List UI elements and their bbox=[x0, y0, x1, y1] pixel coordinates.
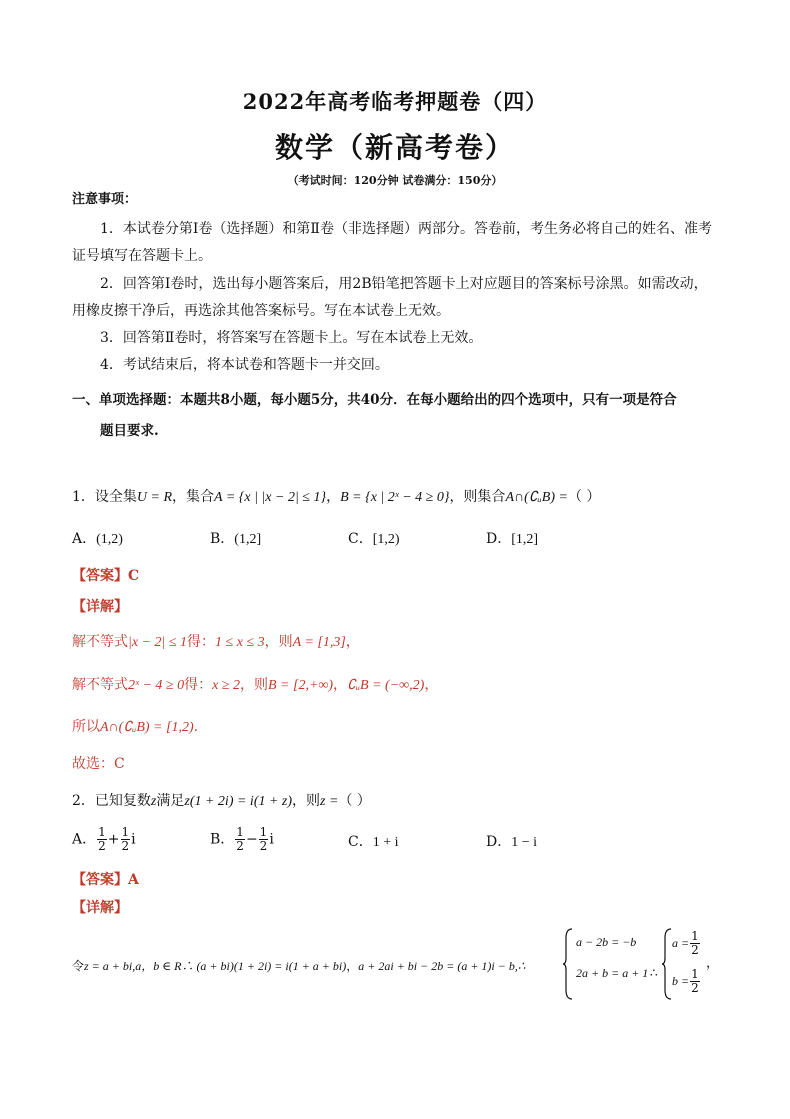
notice-heading: 注意事项： bbox=[72, 192, 138, 207]
notice-item-4: 4．考试结束后，将本试卷和答题卡一并交回。 bbox=[100, 357, 389, 373]
numerator: 1 bbox=[691, 967, 699, 981]
answer-blank: （ ） bbox=[567, 489, 601, 505]
option-c bbox=[348, 832, 399, 853]
subject-title: 数学（新高考卷） bbox=[274, 131, 515, 164]
equation-1: a − 2b = −b bbox=[576, 935, 637, 949]
option-label: B． bbox=[210, 831, 235, 848]
solution-line-3 bbox=[72, 717, 198, 738]
denominator: 2 bbox=[236, 839, 244, 853]
denominator: 2 bbox=[121, 839, 130, 853]
question-text: 设全集 bbox=[94, 489, 137, 505]
numerator: 1 bbox=[259, 825, 268, 839]
math-expression: 1 ≤ x ≤ 3 bbox=[215, 635, 265, 650]
solution-text: ， bbox=[345, 634, 360, 650]
answer-label: 【答案】A bbox=[72, 872, 139, 888]
math-expression: x ≥ 2 bbox=[212, 678, 240, 693]
option-value: (1,2] bbox=[234, 532, 262, 547]
option-b bbox=[210, 826, 274, 853]
detail-label: 【详解】 bbox=[72, 900, 128, 916]
question-1 bbox=[72, 487, 600, 508]
numerator: 1 bbox=[121, 825, 130, 839]
trailing-comma: ， bbox=[706, 956, 720, 971]
option-label: A． bbox=[72, 531, 97, 547]
fraction bbox=[690, 930, 700, 957]
option-label: D． bbox=[486, 834, 512, 850]
solution-text: 得： bbox=[187, 634, 216, 650]
solution-text: 所以 bbox=[72, 719, 100, 735]
answer-label: 【答案】C bbox=[72, 568, 140, 584]
left-brace bbox=[563, 928, 573, 1000]
operator: − bbox=[245, 831, 258, 848]
math-expression: z = a + bi,a，b ∈ R bbox=[84, 959, 182, 973]
math-expression: A = {x | |x − 2| ≤ 1} bbox=[214, 490, 327, 505]
solution-text: ， bbox=[346, 959, 359, 973]
solution-line-1 bbox=[72, 632, 360, 653]
section-heading-line-2: 题目要求. bbox=[100, 423, 159, 439]
fraction bbox=[235, 826, 245, 853]
math-expression: z = bbox=[320, 794, 339, 809]
option-d bbox=[486, 832, 537, 853]
solution-choice: 故选：C bbox=[72, 756, 125, 772]
notice-item-2-line-2: 用橡皮擦干净后，再选涂其他答案标号。写在本试卷上无效。 bbox=[72, 303, 450, 319]
math-expression: A∩(∁ᵤB) = [1,2) bbox=[100, 720, 194, 735]
solution-text: 解不等式 bbox=[72, 634, 128, 650]
math-expression: ∴ (a + bi)(1 + 2i) = i(1 + a + bi) bbox=[181, 959, 347, 973]
imaginary-unit: i bbox=[131, 831, 136, 848]
option-value: (1,2) bbox=[96, 532, 123, 547]
math-expression: z(1 + 2i) = i(1 + z) bbox=[184, 794, 293, 809]
solution-text: ，则 bbox=[240, 677, 268, 693]
math-expression: U = R bbox=[136, 490, 173, 505]
math-expression: A = [1,3] bbox=[292, 635, 346, 650]
solution-text: ，则 bbox=[264, 634, 293, 650]
solution-text: ， bbox=[333, 677, 348, 693]
math-expression: A∩(∁ᵤB) = bbox=[505, 490, 568, 505]
option-value: 1 − i bbox=[511, 835, 538, 850]
exam-title: 2022年高考临考押题卷（四） bbox=[242, 89, 548, 114]
notice-item-1-line-1: 1．本试卷分第Ⅰ卷（选择题）和第Ⅱ卷（非选择题）两部分。答卷前，考生务必将自己的姓名、准考 bbox=[100, 221, 712, 237]
denominator: 2 bbox=[691, 943, 699, 957]
detail-label: 【详解】 bbox=[72, 599, 128, 615]
math-expression: a = bbox=[672, 936, 690, 950]
question-text: 已知复数 bbox=[94, 793, 151, 809]
solution-text: 得： bbox=[184, 677, 213, 693]
notice-item-1-line-2: 证号填写在答题卡上。 bbox=[72, 248, 212, 264]
option-label: A． bbox=[72, 831, 97, 848]
left-brace bbox=[662, 928, 672, 1000]
option-d bbox=[486, 529, 538, 550]
option-a bbox=[72, 529, 123, 550]
therefore-symbol: ∴ bbox=[650, 966, 658, 980]
answer-blank: （ ） bbox=[338, 793, 371, 809]
option-label: D． bbox=[486, 531, 512, 547]
notice-item-2-line-1: 2．回答第Ⅰ卷时，选出每小题答案后，用2B铅笔把答题卡上对应题目的答案标号涂黑。如需改动， bbox=[100, 276, 708, 292]
math-expression: a + 2ai + bi − 2b = (a + 1)i − b,∴ bbox=[358, 959, 526, 973]
math-expression: b = bbox=[672, 974, 690, 988]
question-number: 2． bbox=[72, 793, 95, 809]
option-c bbox=[348, 529, 400, 550]
imaginary-unit: i bbox=[269, 831, 274, 848]
solution-text: ， bbox=[424, 677, 439, 693]
question-text: ，则 bbox=[292, 793, 321, 809]
solution-text: 令 bbox=[72, 959, 85, 973]
question-text: ， bbox=[326, 489, 341, 505]
option-value: [1,2) bbox=[372, 532, 400, 547]
solution-b bbox=[672, 968, 701, 995]
option-label: C． bbox=[348, 834, 373, 850]
denominator: 2 bbox=[98, 839, 106, 853]
solution-text: 解不等式 bbox=[72, 677, 128, 693]
math-expression: B = [2,+∞) bbox=[268, 678, 334, 693]
operator: + bbox=[107, 831, 120, 848]
question-text: 满足 bbox=[156, 793, 185, 809]
exam-info: （考试时间：120分钟 试卷满分：150分） bbox=[287, 174, 503, 187]
fraction bbox=[97, 826, 107, 853]
math-expression: ∁ᵤB = (−∞,2) bbox=[347, 678, 425, 693]
notice-item-3: 3．回答第Ⅱ卷时，将答案写在答题卡上。写在本试卷上无效。 bbox=[100, 330, 483, 346]
section-heading-line-1: 一、单项选择题：本题共8小题，每小题5分，共40分．在每小题给出的四个选项中，只有一项是符合 bbox=[72, 392, 677, 408]
equation-2: 2a + b = a + 1 bbox=[576, 966, 649, 980]
solution-line bbox=[72, 956, 525, 976]
solution-a bbox=[672, 930, 701, 957]
option-value: [1,2] bbox=[511, 532, 539, 547]
question-number: 1． bbox=[72, 489, 95, 505]
numerator: 1 bbox=[691, 929, 699, 943]
math-expression: 2ˣ − 4 ≥ 0 bbox=[128, 678, 185, 693]
question-text: ，则集合 bbox=[449, 489, 506, 505]
option-label: C． bbox=[348, 531, 373, 547]
option-label: B． bbox=[210, 531, 235, 547]
solution-text: . bbox=[193, 719, 199, 735]
numerator: 1 bbox=[98, 825, 106, 839]
option-b bbox=[210, 529, 261, 550]
fraction bbox=[690, 968, 700, 995]
question-2 bbox=[72, 791, 371, 812]
option-a bbox=[72, 826, 136, 853]
denominator: 2 bbox=[259, 839, 268, 853]
option-value: 1 + i bbox=[372, 835, 399, 850]
question-text: ，集合 bbox=[172, 489, 215, 505]
math-expression: |x − 2| ≤ 1 bbox=[128, 635, 188, 650]
solution-line-2 bbox=[72, 675, 438, 696]
numerator: 1 bbox=[236, 825, 244, 839]
math-expression: B = {x | 2ˣ − 4 ≥ 0} bbox=[340, 490, 450, 505]
math-expression: z bbox=[150, 794, 157, 809]
fraction bbox=[121, 826, 131, 853]
fraction bbox=[259, 826, 269, 853]
denominator: 2 bbox=[691, 981, 699, 995]
